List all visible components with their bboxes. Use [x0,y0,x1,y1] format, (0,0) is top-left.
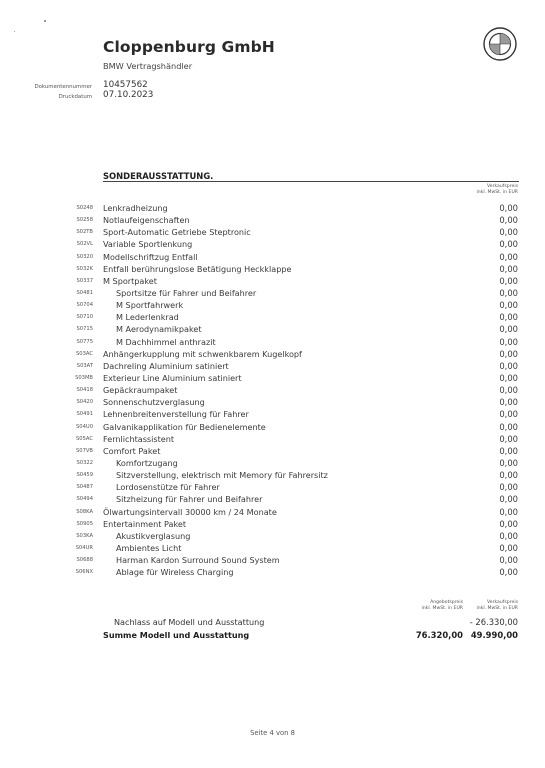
total-label: Summe Modell und Ausstattung [103,630,250,640]
option-description: Ölwartungsintervall 30000 km / 24 Monate [103,506,277,517]
offer-price-label: Angebotspreis [430,600,463,605]
option-row [0,275,545,287]
option-row [0,408,545,420]
option-row [0,299,545,311]
option-price: 0,00 [499,300,518,311]
option-code: S04UR [75,544,93,551]
option-code: S0710 [76,314,93,321]
option-price: 0,00 [499,251,518,262]
option-description: Comfort Paket [103,445,161,456]
sale-price-unit: inkl. MwSt. in EUR [476,605,518,611]
option-row [0,518,545,530]
option-description: Harman Kardon Surround Sound System [116,555,280,566]
option-price: 0,00 [499,397,518,408]
option-price: 0,00 [499,470,518,481]
option-code: S03AC [76,350,93,357]
bmw-roundel-icon [483,27,517,61]
option-code: S0418 [76,387,93,394]
option-row [0,493,545,505]
option-row [0,263,545,275]
option-price: 0,00 [499,530,518,541]
option-row [0,251,545,263]
option-row [0,372,545,384]
option-code: S0258 [76,217,93,224]
discount-value: - 26.330,00 [469,617,518,627]
option-code: S0320 [76,253,93,260]
option-row [0,360,545,372]
option-description: Ablage für Wireless Charging [116,567,234,578]
option-code: S02TB [76,229,93,236]
option-row [0,506,545,518]
option-row [0,433,545,445]
option-description: Sport-Automatic Getriebe Steptronic [103,227,251,238]
option-code: S0487 [76,484,93,491]
option-price: 0,00 [499,360,518,371]
option-price: 0,00 [499,287,518,298]
option-code: S032K [76,265,93,272]
option-code: S05AC [76,435,93,442]
option-price: 0,00 [499,275,518,286]
option-code: S0775 [76,338,93,345]
option-price: 0,00 [499,372,518,383]
option-row [0,530,545,542]
option-code: S0322 [76,459,93,466]
option-code: S0491 [76,411,93,418]
option-price: 0,00 [499,263,518,274]
section-title: SONDERAUSSTATTUNG. [103,171,214,181]
option-code: S03KA [76,532,93,539]
doc-number: 10457562 [103,80,148,90]
option-price: 0,00 [499,518,518,529]
page-number: Seite 4 von 8 [250,729,295,737]
option-description: Galvanikapplikation für Bedienelemente [103,421,266,432]
option-row [0,287,545,299]
option-price: 0,00 [499,506,518,517]
option-description: Fernlichtassistent [103,433,175,444]
offer-price-unit: inkl. MwSt. in EUR [421,605,463,611]
option-row [0,421,545,433]
option-row [0,445,545,457]
company-name: Cloppenburg GmbH [103,38,275,56]
sale-price-label: Verkaufspreis [486,600,518,605]
scan-speck [44,20,46,22]
option-description: Sitzheizung für Fahrer und Beifahrer [116,494,263,505]
option-row [0,202,545,214]
option-row [0,348,545,360]
option-price: 0,00 [499,203,518,213]
option-description: Exterieur Line Aluminium satiniert [103,372,242,383]
option-price: 0,00 [499,421,518,432]
option-price: 0,00 [499,409,518,420]
option-row [0,481,545,493]
option-row [0,457,545,469]
option-description: M Dachhimmel anthrazit [116,336,216,347]
scan-speck [14,31,15,32]
option-description: Entfall berührungslose Betätigung Heckklappe [103,263,292,274]
option-code: S0704 [76,302,93,309]
option-description: Sportsitze für Fahrer und Beifahrer [116,287,257,298]
option-description: M Sportfahrwerk [116,300,184,311]
option-price: 0,00 [499,567,518,578]
option-price: 0,00 [499,324,518,335]
option-row [0,311,545,323]
option-description: Variable Sportlenkung [103,239,193,250]
option-price: 0,00 [499,227,518,238]
option-price: 0,00 [499,348,518,359]
option-price: 0,00 [499,457,518,468]
option-row [0,238,545,250]
option-price: 0,00 [499,494,518,505]
options-list [0,202,545,578]
option-price: 0,00 [499,555,518,566]
option-price: 0,00 [499,239,518,250]
option-price: 0,00 [499,385,518,396]
option-price: 0,00 [499,482,518,493]
print-date-label: Druckdatum [58,94,92,100]
option-price: 0,00 [499,336,518,347]
option-row [0,469,545,481]
dealer-subtitle: BMW Vertragshändler [103,61,193,71]
option-code: S0715 [76,326,93,333]
option-code: S03AT [76,362,93,369]
option-code: S0459 [76,472,93,479]
section-divider [103,181,519,182]
option-row [0,554,545,566]
price-column-label: Verkaufspreis [486,184,518,189]
option-description: Sonnenschutzverglasung [103,397,205,408]
option-description: Lenkradheizung [103,203,168,213]
option-description: Notlaufeigenschaften [103,215,190,226]
price-column-unit: inkl. MwSt. in EUR [476,189,518,195]
option-description: Sitzverstellung, elektrisch mit Memory für Fahrersitz [116,470,328,481]
option-description: Modellschriftzug Entfall [103,251,198,262]
option-row [0,226,545,238]
option-row [0,396,545,408]
option-row [0,214,545,226]
option-row [0,384,545,396]
price-column-header [476,184,518,195]
print-date: 07.10.2023 [103,90,154,100]
option-row [0,336,545,348]
option-code: S0420 [76,399,93,406]
option-price: 0,00 [499,312,518,323]
option-row [0,542,545,554]
option-description: Dachreling Aluminium satiniert [103,360,229,371]
option-code: S06NX [75,569,93,576]
option-price: 0,00 [499,433,518,444]
offer-price-column-header [421,600,463,611]
option-code: S0905 [76,520,93,527]
option-description: Lehnenbreitenverstellung für Fahrer [103,409,249,420]
option-code: S04U0 [76,423,93,430]
sale-price-column-header [476,600,518,611]
option-description: M Sportpaket [103,275,157,286]
option-description: Komfortzugang [116,457,178,468]
option-code: S0494 [76,496,93,503]
option-code: S02VL [76,241,93,248]
option-description: Anhängerkupplung mit schwenkbarem Kugelkopf [103,348,302,359]
total-sale-price: 49.990,00 [470,630,518,640]
option-code: S0337 [76,277,93,284]
option-description: Lordosenstütze für Fahrer [116,482,220,493]
option-code: S03MB [75,374,93,381]
discount-label: Nachlass auf Modell und Ausstattung [114,617,265,627]
option-row [0,323,545,335]
option-description: M Lederlenkrad [116,312,179,323]
option-code: S0248 [76,205,93,211]
doc-number-label: Dokumentennummer [34,84,92,90]
option-code: S07VB [75,447,93,454]
option-description: Entertainment Paket [103,518,187,529]
option-code: S0481 [76,289,93,296]
option-description: Akustikverglasung [116,530,191,541]
option-code: S0688 [76,557,93,564]
total-offer-price: 76.320,00 [415,630,463,640]
option-price: 0,00 [499,542,518,553]
option-price: 0,00 [499,445,518,456]
option-code: S08KA [76,508,93,515]
option-price: 0,00 [499,215,518,226]
option-description: Gepäckraumpaket [103,385,178,396]
option-row [0,566,545,578]
option-description: Ambientes Licht [116,542,182,553]
option-description: M Aerodynamikpaket [116,324,202,335]
